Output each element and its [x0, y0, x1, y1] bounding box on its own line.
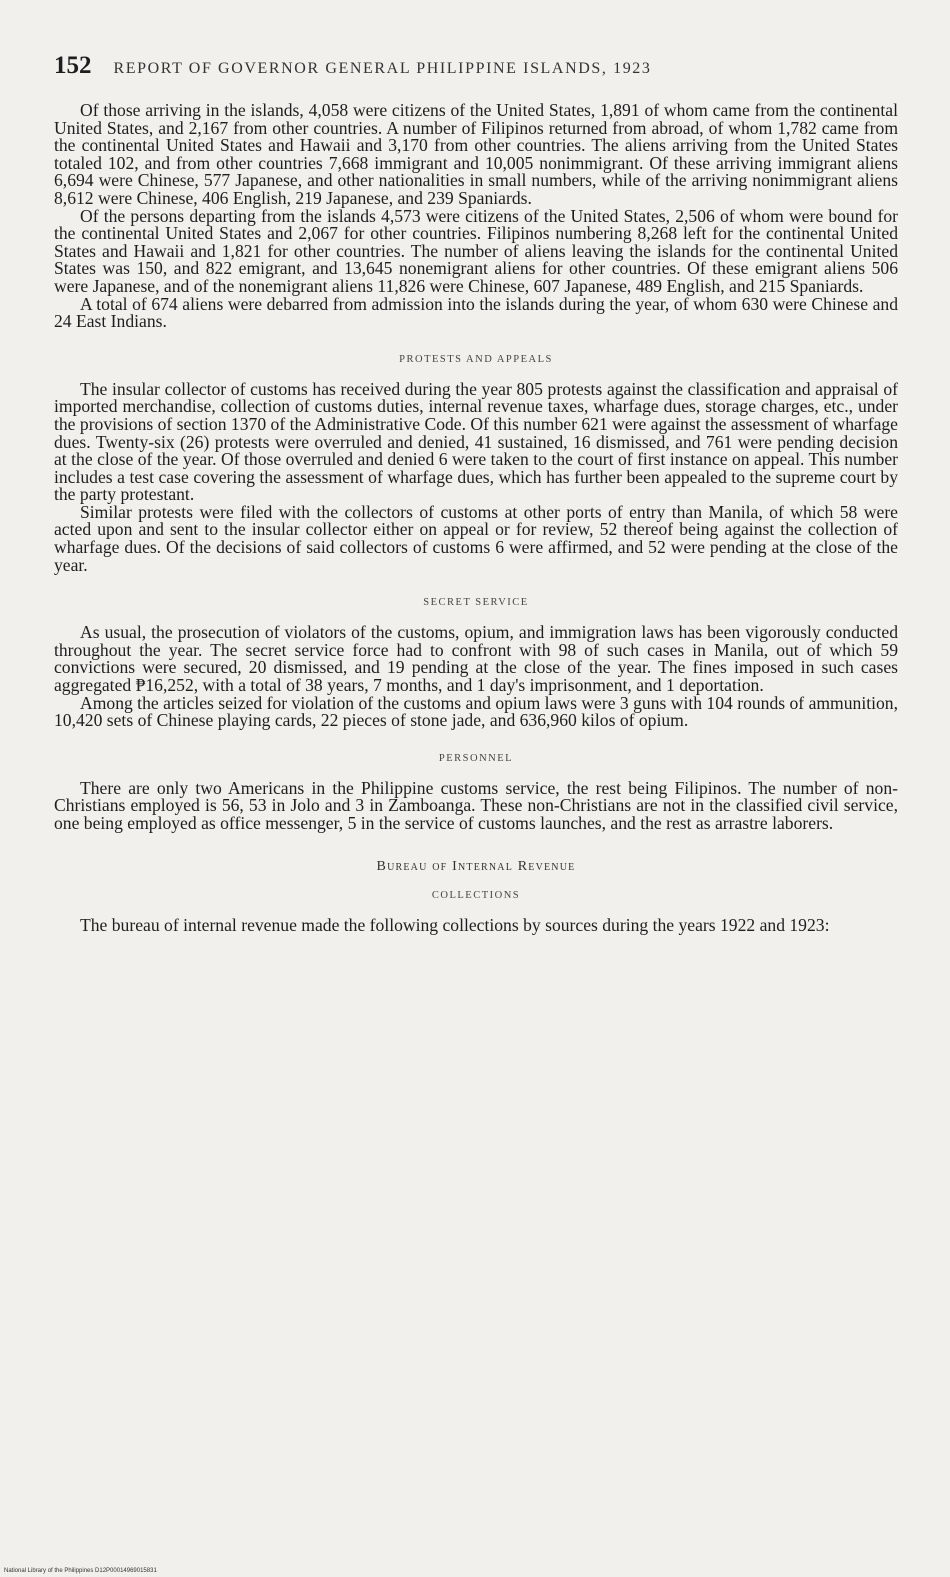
page-number: 152 — [54, 52, 92, 79]
paragraph-similar-protests: Similar protests were filed with the collectors of customs at other ports of entry than Manila, of which 58 were acted upon and sent to the insular collector either on appeal or for review, 52 thereof being against the collection of wharfage dues. Of the decisions of said collectors of customs 6 were affirmed, and 52 were pending at the close of the year. — [54, 501, 898, 575]
scan-footer: National Library of the Philippines D12P00014969015831 — [4, 1568, 157, 1574]
paragraph-protests: The insular collector of customs has received during the year 805 protests against the classification and appraisal of imported merchandise, collection of customs duties, internal revenue taxes, wharfage dues, storage charges, etc., under the provisions of section 1370 of the Administrative Code. Of this number 621 were against the assessment of wharfage dues. Twenty-six (26) protests were overruled and denied, 41 sustained, 16 dismissed, and 761 were pending decision at the close of the year. Of those overruled and denied 6 were taken to the court of first instance on appeal. This number includes a test case covering the assessment of wharfage dues, which has further been appealed to the supreme court by the party protestant. — [54, 378, 898, 505]
paragraph-arrivals: Of those arriving in the islands, 4,058 were citizens of the United States, 1,891 of whom came from the continental United States, and 2,167 from other countries. A number of Filipinos returned from abroad, of whom 1,782 came from the continental United States and Hawaii and 3,170 from other countries. The aliens arriving from the United States totaled 102, and from other countries 7,668 immigrant and 10,005 nonimmigrant. Of these arriving immigrant aliens 6,694 were Chinese, 577 Japanese, and other nationalities in small numbers, while of the arriving nonimmigrant aliens 8,612 were Chinese, 406 English, 219 Japanese, and 239 Spaniards. — [54, 100, 898, 208]
running-title: REPORT OF GOVERNOR GENERAL PHILIPPINE ISLANDS, 1923 — [113, 60, 652, 77]
paragraph-debarred: A total of 674 aliens were debarred from admission into the islands during the year, of whom 630 were Chinese and 24 East Indians. — [54, 293, 898, 332]
paragraph-personnel: There are only two Americans in the Philippine customs service, the rest being Filipinos. The number of non-Christians employed is 56, 53 in Jolo and 3 in Zamboanga. These non-Christians are not in the classified civil service, one being employed as office messenger, 5 in the service of customs launches, and the rest as arrastre laborers. — [54, 777, 898, 833]
paragraph-departures: Of the persons departing from the islands 4,573 were citizens of the United States, 2,506 of whom were bound for the continental United States and 2,067 for other countries. Filipinos numbering 8,268 left for the continental United States and Hawaii and 1,821 for other countries. The number of aliens leaving the islands for the continental United States was 150, and 822 emigrant, and 13,645 nonemigrant aliens for other countries. Of these emigrant aliens 506 were Japanese, and of the nonemigrant aliens 11,826 were Chinese, 607 Japanese, 489 English, and 215 Spaniards. — [54, 205, 898, 296]
heading-bureau-internal-revenue: Bureau of Internal Revenue — [376, 858, 576, 874]
heading-secret-service: SECRET SERVICE — [423, 597, 529, 609]
paragraph-seizures: Among the articles seized for violation of the customs and opium laws were 3 guns with 104 rounds of ammunition, 10,420 sets of Chinese playing cards, 22 pieces of stone jade, and 636,960 kilos of opium. — [54, 692, 898, 731]
heading-personnel: PERSONNEL — [438, 752, 514, 764]
heading-collections: COLLECTIONS — [431, 889, 521, 901]
heading-protests-and-appeals: PROTESTS AND APPEALS — [399, 353, 553, 365]
document-page — [54, 52, 898, 934]
paragraph-collections: The bureau of internal revenue made the following collections by sources during the years 1922 and 1923: — [80, 914, 830, 935]
paragraph-prosecution: As usual, the prosecution of violators of the customs, opium, and immigration laws has been vigorously conducted throughout the year. The secret service force had to confront with 98 of such cases in Manila, out of which 59 convictions were secured, 20 dismissed, and 19 pending at the close of the year. The fines imposed in such cases aggregated ₱16,252, with a total of 38 years, 7 months, and 1 day's imprisonment, and 1 deportation. — [54, 622, 898, 696]
running-head — [54, 52, 898, 102]
